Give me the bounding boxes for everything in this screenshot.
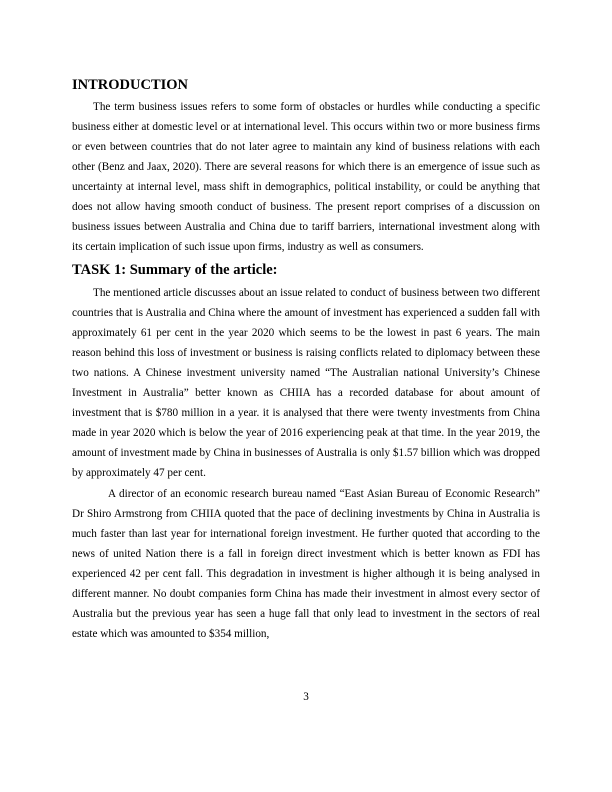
task1-section bbox=[72, 261, 540, 644]
task1-heading: TASK 1: Summary of the article: bbox=[72, 262, 278, 278]
document-page bbox=[72, 76, 540, 645]
task1-paragraph-2: A director of an economic research bureau named “East Asian Bureau of Economic Research” Dr Shiro Armstrong from CHIIA quoted that the pace of declining investments by China in Australia is much faster than last year for international foreign investment. He further quoted that according to the news of united Nation there is a fall in foreign direct investment which is better known as FDI has experienced 42 per cent fall. This degradation in investment is higher although it is being analysed in different manner. No doubt companies form China has made their investment in almost every sector of Australia but the previous year has seen a huge fall that only lead to investment in the sectors of real estate which was amounted to $354 million, bbox=[72, 488, 540, 640]
introduction-heading: INTRODUCTION bbox=[72, 77, 189, 93]
introduction-section bbox=[72, 76, 540, 257]
introduction-paragraph: The term business issues refers to some form of obstacles or hurdles while conducting a specific business either at domestic level or at international level. This occurs within two or more business firms or even between countries that do not later agree to maintain any kind of business relations with each other (Benz and Jaax, 2020). There are several reasons for which there is an emergence of issue such as uncertainty at internal level, mass shift in demographics, political instability, or could be anything that does not allow having smooth conduct of business. The present report comprises of a discussion on business issues between Australia and China due to tariff barriers, international investment along with its certain implication of such issue upon firms, industry as well as consumers. bbox=[72, 101, 540, 253]
task1-paragraph-1: The mentioned article discusses about an issue related to conduct of business between two different countries that is Australia and China where the amount of investment has experienced a sudden fall with approximately 61 per cent in the year 2020 which seems to be the lowest in past 6 years. The main reason behind this loss of investment or business is raising conflicts related to diplomacy between these two nations. A Chinese investment university named “The Australian national University’s Chinese Investment in Australia” better known as CHIIA has a recorded database for about amount of investment that is $780 million in a year. it is analysed that there were twenty investments from China made in year 2020 which is below the year of 2016 experiencing peak at that time. In the year 2019, the amount of investment made by China in businesses of Australia is only $1.57 billion which was dropped by approximately 47 per cent. bbox=[72, 287, 540, 479]
page-number: 3 bbox=[303, 691, 309, 703]
